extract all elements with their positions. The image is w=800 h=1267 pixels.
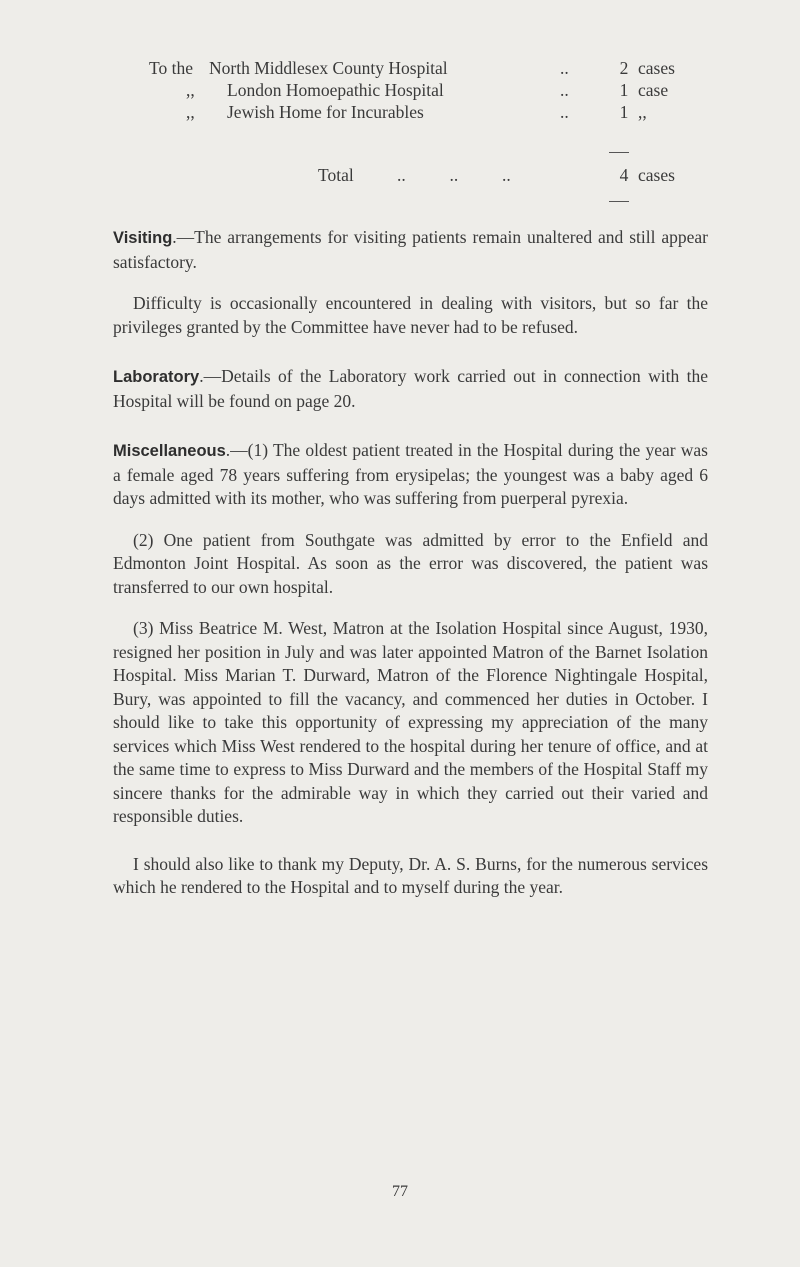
hospital-name: Jewish Home for Incurables xyxy=(227,102,424,122)
miscellaneous-paragraph-3: (3) Miss Beatrice M. West, Matron at the Isolation Hospital since August, 1930, resigned her position in July and was later appointed Matron of the Barnet Isolation Hospital. Miss Marian T. Durward, Matron of the Florence Nightingale Hospital, Bury, was appointed to fill the vacancy, and commenced her duties in October. I should like to take this opportunity of expressing my appreciation of the many services which Miss West rendered to the hospital during her tenure of office, and at the same time to express to Miss Durward and the members of the Hospital Staff my sincere thanks for the admirable way in which they carried out their varied and responsible duties. xyxy=(113,618,708,826)
page-number: 77 xyxy=(392,1183,408,1200)
case-unit: case xyxy=(638,80,669,100)
case-unit: cases xyxy=(638,58,675,78)
hospital-name: North Middlesex County Hospital xyxy=(209,58,448,78)
hospital-name: London Homoepathic Hospital xyxy=(227,80,444,100)
case-unit: ,, xyxy=(638,102,647,122)
leader-dots: .. xyxy=(560,58,569,78)
case-count: 1 xyxy=(619,102,629,122)
total-label: Total xyxy=(318,165,354,185)
miscellaneous-paragraph-2: (2) One patient from Southgate was admitted by error to the Enfield and Edmonton Joint Hospital. As soon as the error was discovered, the patient was transferred to our own hospital. xyxy=(113,529,708,597)
transfer-row xyxy=(0,58,800,80)
ditto-mark: ,, xyxy=(186,80,195,100)
case-count: 1 xyxy=(619,80,629,100)
body-text xyxy=(113,226,708,918)
transfers-table xyxy=(0,58,800,187)
visiting-paragraph-2: Difficulty is occasionally encountered in dealing with visitors, but so far the privileges granted by the Committee have never had to be refused. xyxy=(113,293,708,337)
laboratory-paragraph xyxy=(113,365,708,413)
total-count: 4 xyxy=(619,165,629,185)
leader-dots: .. xyxy=(560,102,569,122)
section-heading: Miscellaneous xyxy=(113,442,226,460)
ditto-mark: ,, xyxy=(186,102,195,122)
miscellaneous-paragraph xyxy=(113,439,708,511)
leader-dots: .. xyxy=(560,80,569,100)
paragraph-text: .—Details of the Laboratory work carried out in connection with the Hospital will be found on page 20. xyxy=(113,366,708,411)
total-unit: cases xyxy=(638,165,675,185)
row-prefix: To the xyxy=(149,58,193,78)
miscellaneous-paragraph-4: I should also like to thank my Deputy, Dr. A. S. Burns, for the numerous services which he rendered to the Hospital and to myself during the year. xyxy=(113,853,708,897)
total-row xyxy=(0,165,800,187)
case-count: 2 xyxy=(619,58,629,78)
transfer-row xyxy=(0,80,800,102)
transfer-row xyxy=(0,102,800,124)
sum-rule-top xyxy=(609,152,629,153)
section-heading: Visiting xyxy=(113,229,173,247)
sum-rule-bottom xyxy=(609,201,629,202)
section-heading: Laboratory xyxy=(113,368,200,386)
leader-dots: .. .. .. xyxy=(397,165,511,185)
paragraph-text: .—The arrangements for visiting patients remain unaltered and still appear satisfactory. xyxy=(113,227,708,272)
visiting-paragraph xyxy=(113,226,708,274)
paragraph-text: .—(1) The oldest patient treated in the Hospital during the year was a female aged 78 years suffering from erysipelas; the youngest was a baby aged 6 days admitted with its mother, who was suffering from puerperal pyrexia. xyxy=(113,440,708,508)
